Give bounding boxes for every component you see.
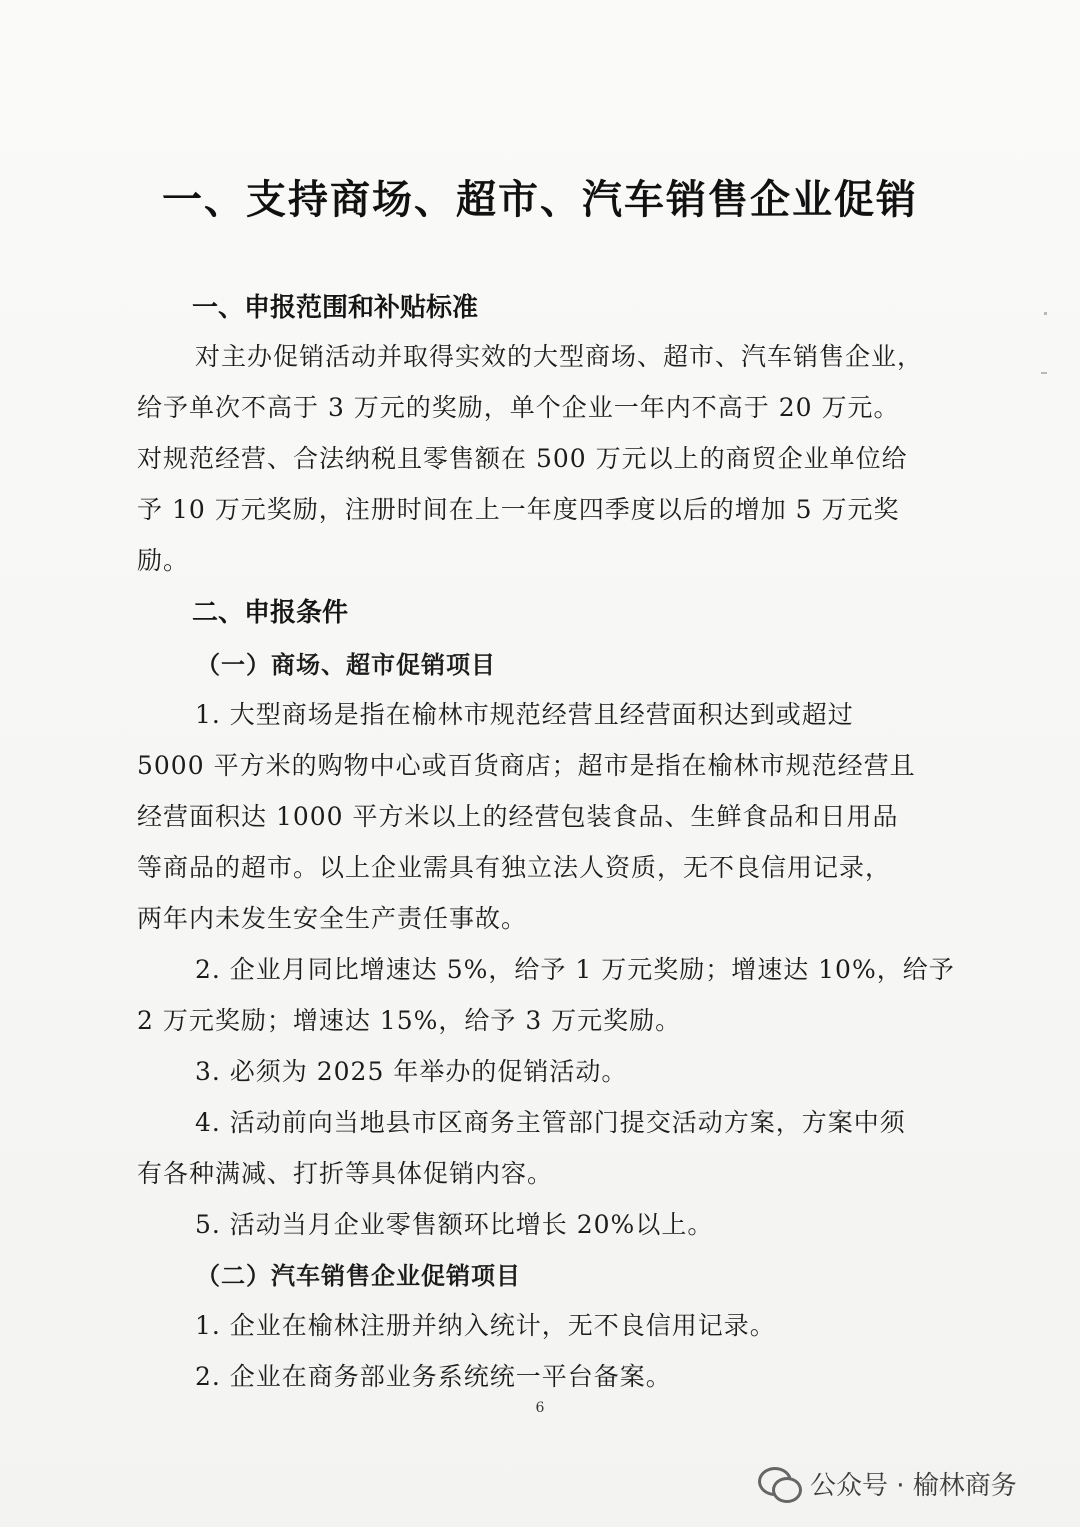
item-line: 1. 大型商场是指在榆林市规范经营且经营面积达到或超过 (195, 700, 854, 729)
paragraph-line: 对规范经营、合法纳税且零售额在 500 万元以上的商贸企业单位给 (137, 444, 908, 473)
page-number: 6 (535, 1400, 545, 1416)
item-line: 1. 企业在榆林注册并纳入统计，无不良信用记录。 (195, 1311, 776, 1340)
item-line: 4. 活动前向当地县市区商务主管部门提交活动方案，方案中须 (195, 1108, 906, 1137)
section1-heading: 一、申报范围和补贴标准 (192, 293, 479, 323)
item-line: 有各种满减、打折等具体促销内容。 (137, 1159, 554, 1188)
wechat-icon (758, 1465, 800, 1501)
watermark (758, 1458, 1017, 1508)
item-line: 5000 平方米的购物中心或百货商店；超市是指在榆林市规范经营且 (137, 751, 916, 780)
scan-mark (1044, 312, 1047, 315)
item-line: 2. 企业月同比增速达 5%，给予 1 万元奖励；增速达 10%，给予 (195, 955, 955, 984)
section2-heading: 二、申报条件 (192, 598, 349, 628)
paragraph-line: 对主办促销活动并取得实效的大型商场、超市、汽车销售企业， (195, 342, 924, 371)
item-line: 等商品的超市。以上企业需具有独立法人资质，无不良信用记录， (137, 853, 892, 882)
item-line: 经营面积达 1000 平方米以上的经营包装食品、生鲜食品和日用品 (137, 802, 899, 831)
document-title: 一、支持商场、超市、汽车销售企业促销 (162, 177, 918, 223)
watermark-text: 公众号 · 榆林商务 (810, 1470, 1017, 1501)
subsection2-heading: （二）汽车销售企业促销项目 (196, 1261, 521, 1290)
item-line: 5. 活动当月企业零售额环比增长 20%以上。 (195, 1210, 714, 1239)
item-line: 两年内未发生安全生产责任事故。 (137, 904, 528, 933)
paragraph-line: 予 10 万元奖励，注册时间在上一年度四季度以后的增加 5 万元奖 (137, 495, 900, 524)
subsection1-heading: （一）商场、超市促销项目 (196, 650, 496, 679)
scan-mark (1041, 372, 1047, 374)
item-line: 2 万元奖励；增速达 15%，给予 3 万元奖励。 (137, 1006, 682, 1035)
paragraph-line: 励。 (137, 546, 190, 575)
paragraph-line: 给予单次不高于 3 万元的奖励，单个企业一年内不高于 20 万元。 (137, 393, 900, 422)
item-line: 2. 企业在商务部业务系统统一平台备案。 (195, 1362, 672, 1391)
item-line: 3. 必须为 2025 年举办的促销活动。 (195, 1057, 628, 1086)
